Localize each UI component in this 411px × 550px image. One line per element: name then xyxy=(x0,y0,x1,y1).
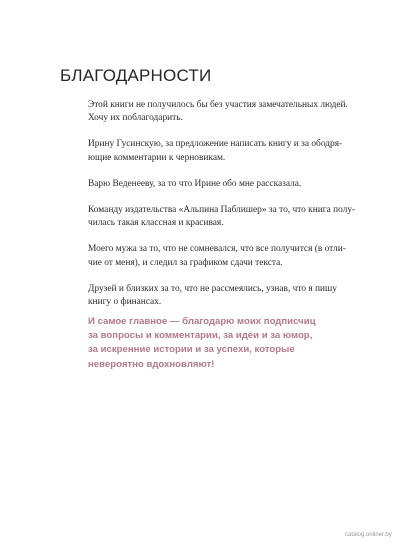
paragraph xyxy=(88,283,368,310)
paragraph-line: Ирину Гусинскую, за предложение написать книгу и за ободря- xyxy=(88,139,343,150)
highlight-line: невероятно вдохновляют! xyxy=(88,358,215,370)
paragraph-line: книгу о финансах. xyxy=(88,297,162,308)
paragraph-line: чилась такая классная и красивая. xyxy=(88,218,224,229)
paragraph-line: Моего мужа за то, что не сомневался, что все получится (в отли- xyxy=(88,244,346,255)
paragraph xyxy=(88,178,368,191)
watermark: catalog.onliner.by xyxy=(345,532,392,538)
paragraph xyxy=(88,99,368,126)
paragraph-line: Команду издательства «Альпина Паблишер» за то, что книга полу- xyxy=(88,204,356,215)
paragraph-line: Хочу их поблагодарить. xyxy=(88,113,183,124)
paragraph-line: Этой книги не получилось бы без участия замечательных людей. xyxy=(88,100,348,110)
acknowledgements-body xyxy=(88,99,368,322)
paragraph-line: чие от меня), и следил за графиком сдачи текста. xyxy=(88,257,283,268)
paragraph-line: Варю Веденееву, за то что Ирине обо мне рассказала. xyxy=(88,178,302,189)
highlight-line: за искренние истории и за успехи, которые xyxy=(88,344,295,356)
paragraph xyxy=(88,243,368,270)
paragraph-line: ющие комментарии к черновикам. xyxy=(88,152,226,163)
paragraph-line: Друзей и близких за то, что не рассмеялись, узнав, что я пишу xyxy=(88,283,337,294)
highlight-line: И самое главное — благодарю моих подписчиц xyxy=(88,316,316,327)
paragraph xyxy=(88,204,368,231)
paragraph xyxy=(88,138,368,165)
page-title: БЛАГОДАРНОСТИ xyxy=(60,66,212,85)
highlight-line: за вопросы и комментарии, за идеи и за юмор, xyxy=(88,330,313,342)
highlight-paragraph xyxy=(88,315,368,372)
